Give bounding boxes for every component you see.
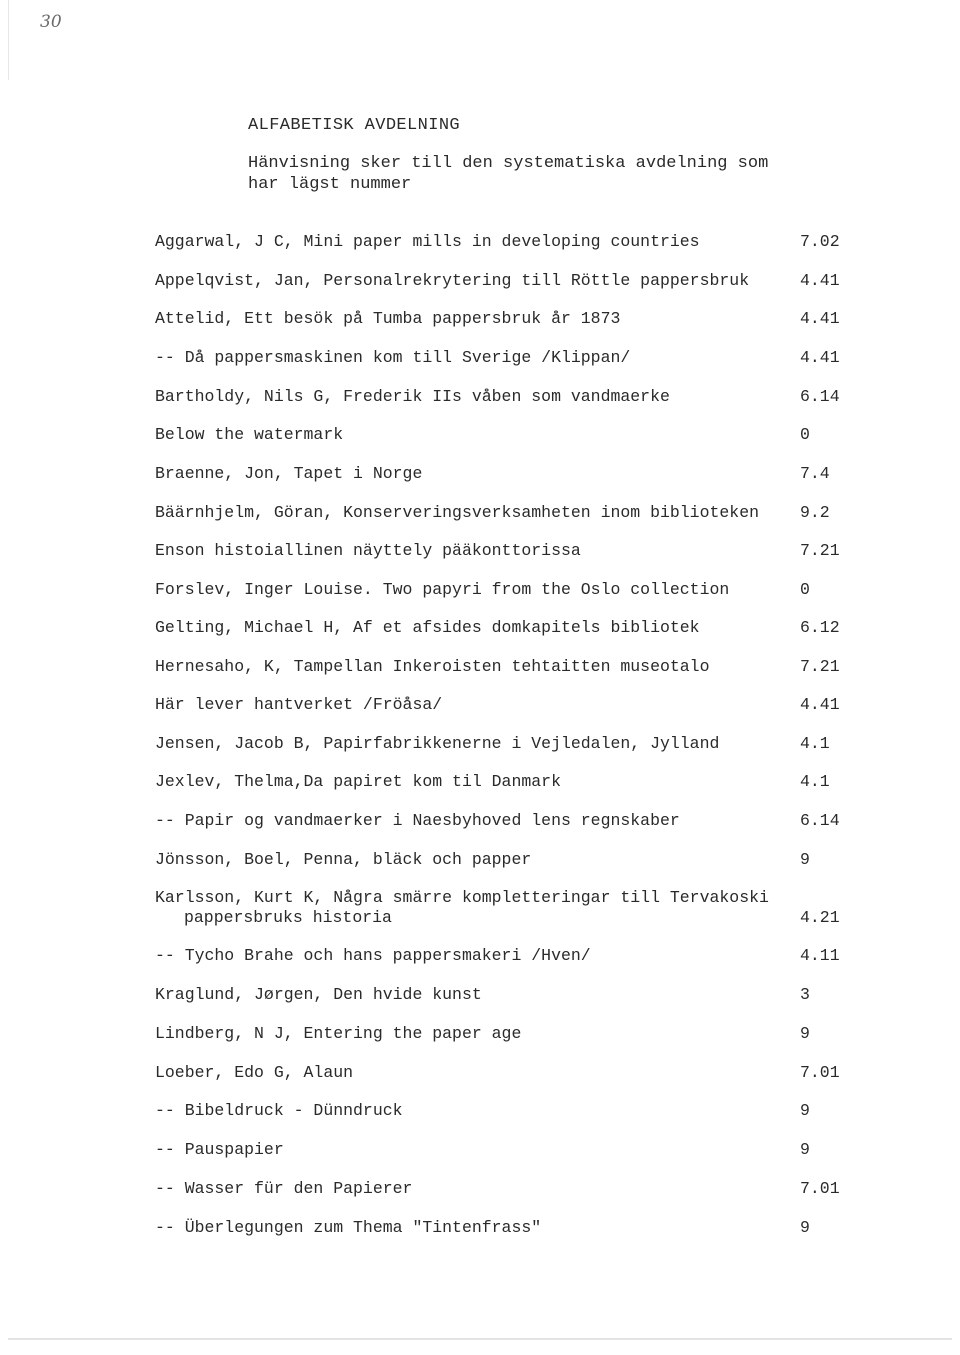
entry-text: Loeber, Edo G, Alaun bbox=[155, 1063, 354, 1082]
entry-ref: 4.41 bbox=[800, 695, 840, 714]
entry-text: -- Tycho Brahe och hans pappersmakeri /Hven/ bbox=[155, 946, 591, 965]
entry-text: -- Überlegungen zum Thema "Tintenfrass" bbox=[155, 1218, 542, 1237]
entry-text bbox=[155, 888, 775, 928]
entry-ref: 4.1 bbox=[800, 772, 830, 791]
entry-ref: 3 bbox=[800, 985, 810, 1004]
entry-text: Bartholdy, Nils G, Frederik IIs våben som vandmaerke bbox=[155, 387, 670, 406]
reference-note bbox=[248, 153, 848, 195]
entry-text: Braenne, Jon, Tapet i Norge bbox=[155, 464, 423, 483]
entry-ref: 7.21 bbox=[800, 541, 840, 560]
entry-text-line-1: Karlsson, Kurt K, Några smärre kompletteringar till Tervakoski bbox=[155, 888, 769, 907]
entry-text: Bäärnhjelm, Göran, Konserveringsverksamheten inom biblioteken bbox=[155, 503, 759, 522]
scan-edge-mark bbox=[8, 0, 9, 80]
entry-text: Below the watermark bbox=[155, 425, 344, 444]
entry-ref: 7.01 bbox=[800, 1179, 840, 1198]
entry-text: Gelting, Michael H, Af et afsides domkapitels bibliotek bbox=[155, 618, 700, 637]
entry-ref: 7.02 bbox=[800, 232, 840, 251]
entry-text: -- Då pappersmaskinen kom till Sverige /Klippan/ bbox=[155, 348, 631, 367]
page-number: 30 bbox=[40, 12, 62, 32]
entry-ref: 4.11 bbox=[800, 946, 840, 965]
entry-text: -- Pauspapier bbox=[155, 1140, 284, 1159]
entry-ref: 9 bbox=[800, 850, 810, 869]
entry-ref: 9 bbox=[800, 1140, 810, 1159]
scan-bottom-edge bbox=[8, 1338, 952, 1340]
entry-ref: 4.41 bbox=[800, 348, 840, 367]
entry-text: Appelqvist, Jan, Personalrekrytering till Röttle pappersbruk bbox=[155, 271, 750, 290]
entry-ref: 0 bbox=[800, 425, 810, 444]
entry-ref: 6.12 bbox=[800, 618, 840, 637]
entry-text: Här lever hantverket /Fröåsa/ bbox=[155, 695, 443, 714]
entry-text: Hernesaho, K, Tampellan Inkeroisten tehtaitten museotalo bbox=[155, 657, 710, 676]
entry-ref: 7.4 bbox=[800, 464, 830, 483]
entry-text: Jönsson, Boel, Penna, bläck och papper bbox=[155, 850, 532, 869]
entry-ref: 9 bbox=[800, 1024, 810, 1043]
entry-ref: 4.41 bbox=[800, 309, 840, 328]
entry-ref: 9 bbox=[800, 1101, 810, 1120]
entry-text: Kraglund, Jørgen, Den hvide kunst bbox=[155, 985, 482, 1004]
entry-ref: 4.21 bbox=[800, 908, 840, 927]
entry-text: -- Wasser für den Papierer bbox=[155, 1179, 413, 1198]
entry-ref: 7.21 bbox=[800, 657, 840, 676]
entry-ref: 6.14 bbox=[800, 811, 840, 830]
reference-note-line-2: har lägst nummer bbox=[248, 175, 412, 194]
entry-text: Enson histoiallinen näyttely pääkonttorissa bbox=[155, 541, 581, 560]
entry-text: Forslev, Inger Louise. Two papyri from the Oslo collection bbox=[155, 580, 730, 599]
reference-note-line-1: Hänvisning sker till den systematiska avdelning som bbox=[248, 154, 769, 173]
section-heading: ALFABETISK AVDELNING bbox=[248, 116, 461, 135]
entry-ref: 4.1 bbox=[800, 734, 830, 753]
entry-text: Jensen, Jacob B, Papirfabrikkenerne i Vejledalen, Jylland bbox=[155, 734, 720, 753]
entry-text: Jexlev, Thelma,Da papiret kom til Danmark bbox=[155, 772, 561, 791]
entry-ref: 9 bbox=[800, 1218, 810, 1237]
entry-text: Attelid, Ett besök på Tumba pappersbruk år 1873 bbox=[155, 309, 621, 328]
entry-text-line-2: pappersbruks historia bbox=[184, 908, 392, 927]
entry-text: -- Papir og vandmaerker i Naesbyhoved lens regnskaber bbox=[155, 811, 680, 830]
entry-ref: 4.41 bbox=[800, 271, 840, 290]
entry-ref: 0 bbox=[800, 580, 810, 599]
entry-text: Lindberg, N J, Entering the paper age bbox=[155, 1024, 522, 1043]
entry-ref: 6.14 bbox=[800, 387, 840, 406]
entry-text: Aggarwal, J C, Mini paper mills in developing countries bbox=[155, 232, 700, 251]
entry-ref: 9.2 bbox=[800, 503, 830, 522]
entry-ref: 7.01 bbox=[800, 1063, 840, 1082]
entry-text: -- Bibeldruck - Dünndruck bbox=[155, 1101, 403, 1120]
